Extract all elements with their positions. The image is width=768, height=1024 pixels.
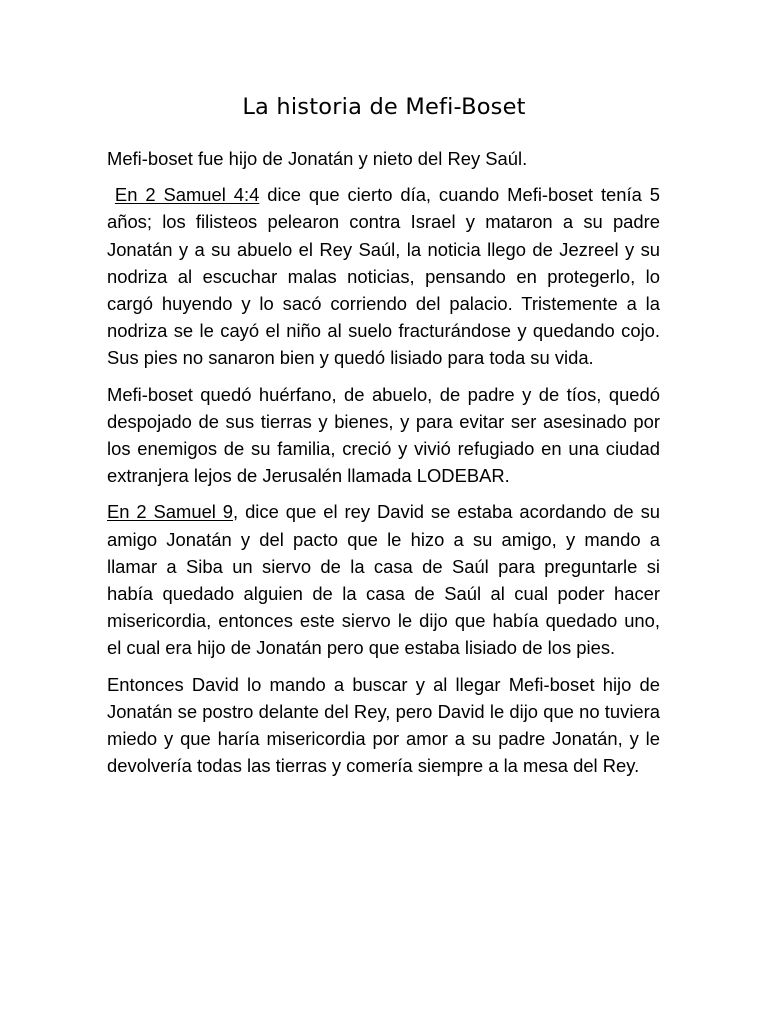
scripture-reference-1: En 2 Samuel 4:4 (114, 184, 260, 206)
document-title: La historia de Mefi-Boset (242, 94, 526, 120)
paragraph-3 (107, 498, 660, 661)
paragraph-2: Mefi-boset quedó huérfano, de abuelo, de padre y de tíos, quedó despojado de sus tierras y bienes, y para evitar ser asesinado por los enemigos de su familia, creció y vivió refugiado en una ciudad extranjera lejos de Jerusalén llamada LODEBAR. (107, 383, 660, 487)
document-body (107, 145, 660, 788)
scripture-reference-2: En 2 Samuel 9 (107, 501, 234, 523)
intro-paragraph: Mefi-boset fue hijo de Jonatán y nieto del Rey Saúl. (107, 148, 528, 169)
paragraph-1 (107, 181, 660, 371)
paragraph-3-text: , dice que el rey David se estaba acordando de su amigo Jonatán y del pacto que le hizo a su amigo, y mando a llamar a Siba un siervo de la casa de Saúl para preguntarle si había quedado alguien de la casa de Saúl al cual poder hacer misericordia, entonces este siervo le dijo que había quedado uno, el cual era hijo de Jonatán pero que estaba lisiado de los pies. (107, 501, 660, 659)
paragraph-4: Entonces David lo mando a buscar y al llegar Mefi-boset hijo de Jonatán se postro delante del Rey, pero David le dijo que no tuviera miedo y que haría misericordia por amor a su padre Jonatán, y le devolvería todas las tierras y comería siempre a la mesa del Rey. (107, 673, 660, 777)
paragraph-1-text: dice que cierto día, cuando Mefi-boset tenía 5 años; los filisteos pelearon contra Israel y mataron a su padre Jonatán y a su abuelo el Rey Saúl, la noticia llego de Jezreel y su nodriza al escuchar malas noticias, pensando en protegerlo, lo cargó huyendo y lo sacó corriendo del palacio. Tristemente a la nodriza se le cayó el niño al suelo fracturándose y quedando cojo. Sus pies no sanaron bien y quedó lisiado para toda su vida. (107, 184, 660, 369)
